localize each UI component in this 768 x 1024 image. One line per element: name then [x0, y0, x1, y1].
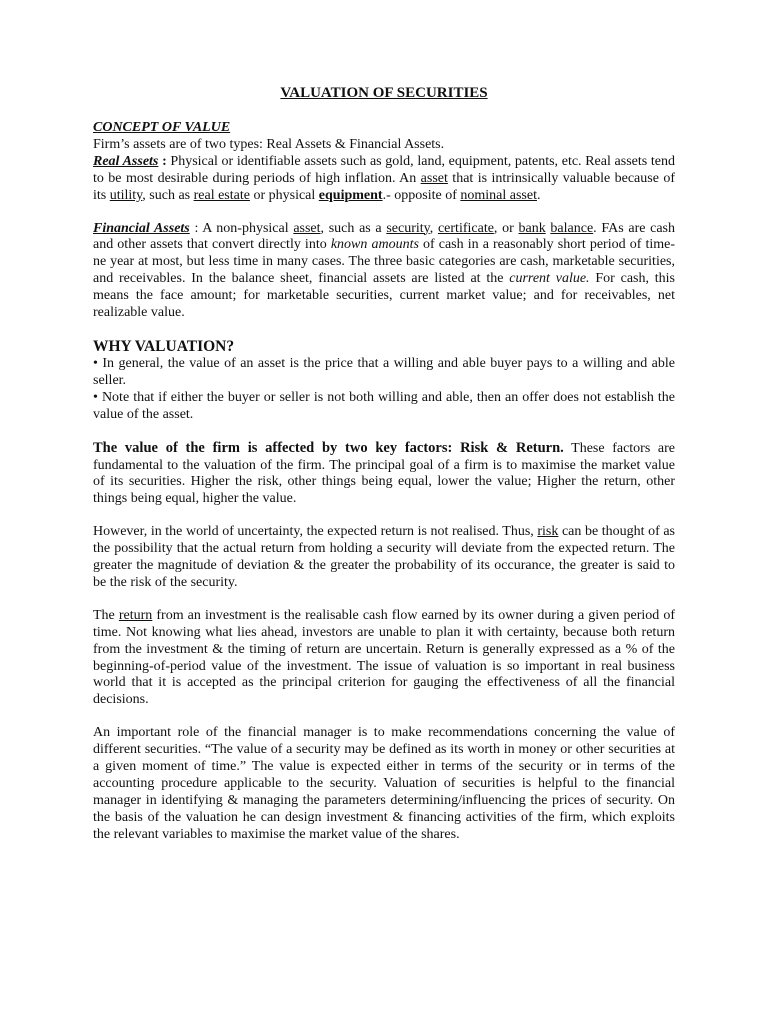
financial-text-4: , or — [493, 220, 519, 236]
financial-text-1: : A non-physical — [189, 220, 294, 236]
balance-link[interactable]: balance — [550, 220, 594, 236]
certificate-link[interactable]: certificate — [437, 220, 494, 236]
why-valuation-heading: WHY VALUATION? — [93, 337, 235, 355]
return-link[interactable]: return — [118, 607, 153, 623]
financial-manager-paragraph: An important role of the financial manager is to make recommendations concerning the value of different securities. “The value of a security may be defined as its worth in money or other securities at a given moment of time.” The value is expected either in terms of the security or in terms of the accounting procedure applicable to the security. Valuation of securities is helpful to the financial manager in identifying & managing the parameters determining/influencing the prices of security. On the basis of the valuation he can design investment & financing activities of the firm, which exploits the relevant variables to maximise the market value of the shares. — [93, 725, 675, 842]
financial-text-8: For cash, this means the face amount; for marketable securities, current market value; and for receivables, net realizable value. — [93, 271, 675, 321]
return-text-2: from an investment is the realisable cash flow earned by its owner during a given period of time. Not knowing what lies ahead, investors are unable to plan it with certainty, because both return from the investment & the timing of return are uncertain. Return is generally expressed as a % of the beginning-of-period value of the investment. The issue of valuation is so important in real business world that it is accepted as the principal criterion for gauging the effectiveness of all the financial decisions. — [93, 607, 676, 708]
financial-text-2: , such as a — [320, 220, 387, 236]
financial-assets-paragraph — [93, 221, 675, 322]
utility-link[interactable]: utility — [109, 187, 143, 203]
nominal-asset-link[interactable]: nominal asset — [460, 187, 537, 203]
security-link[interactable]: security — [386, 220, 430, 236]
real-estate-link[interactable]: real estate — [193, 187, 250, 203]
real-assets-text-2: that is intrinsically valuable because of its — [93, 170, 676, 203]
real-assets-text-3: , such as — [142, 187, 194, 203]
financial-text-6: . FAs are cash and other assets that convert directly into — [93, 220, 676, 253]
firm-value-paragraph — [93, 440, 675, 509]
real-assets-text-5: .- opposite of — [382, 187, 461, 203]
financial-text-3: , — [429, 220, 438, 236]
why-bullet-1: • In general, the value of an asset is the price that a willing and able buyer pays to a willing and able seller. — [93, 355, 675, 388]
page-title: VALUATION OF SECURITIES — [280, 85, 488, 101]
financial-text-7: of cash in a reasonably short period of time- ne year at most, but less time in many cases. The three basic categories are cash, marketable securities, and receivables. In the balance sheet, financial assets are listed at the — [93, 237, 675, 287]
asset-link-2[interactable]: asset — [293, 220, 321, 236]
real-assets-text-1: Physical or identifiable assets such as gold, land, equipment, patents, etc. Real assets tend to be most desirable during periods of high inflation. An — [93, 153, 675, 186]
real-assets-paragraph — [93, 154, 675, 205]
uncertainty-paragraph — [93, 524, 675, 592]
current-value-text: current value. — [509, 271, 590, 287]
concept-intro: Firm’s assets are of two types: Real Assets & Financial Assets. — [93, 136, 445, 152]
bank-link[interactable]: bank — [518, 220, 546, 236]
real-assets-colon: : — [158, 153, 171, 169]
uncertainty-text-2: can be thought of as the possibility that the actual return from holding a security will deviate from the expected return. The greater the magnitude of deviation & the greater the probability of its occurance, the greater is said to be the risk of the security. — [93, 524, 675, 590]
why-bullet-2: • Note that if either the buyer or seller is not both willing and able, then an offer does not establish the value of the asset. — [93, 389, 675, 422]
asset-link[interactable]: asset — [420, 170, 448, 186]
equipment-link[interactable]: equipment — [318, 187, 383, 203]
real-assets-text-6: . — [536, 187, 541, 203]
known-amounts-text: known amounts — [330, 237, 419, 253]
real-assets-label: Real Assets — [93, 153, 159, 169]
concept-of-value-heading: CONCEPT OF VALUE — [93, 120, 231, 135]
firm-value-lead: The value of the firm is affected by two key factors: Risk & Return. — [93, 439, 564, 456]
firm-value-text: These factors are fundamental to the valuation of the firm. The principal goal of a firm is to maximise the market value of its securities. Higher the risk, other things being equal, lower the value; Higher the return, other things being equal, higher the value. — [93, 440, 675, 507]
risk-link[interactable]: risk — [537, 524, 559, 540]
real-assets-text-4: or physical — [249, 187, 319, 203]
return-paragraph — [93, 608, 675, 709]
return-text-1: The — [93, 607, 119, 623]
uncertainty-text-1: However, in the world of uncertainty, the expected return is not realised. Thus, — [93, 524, 538, 540]
financial-assets-label: Financial Assets — [93, 220, 190, 236]
